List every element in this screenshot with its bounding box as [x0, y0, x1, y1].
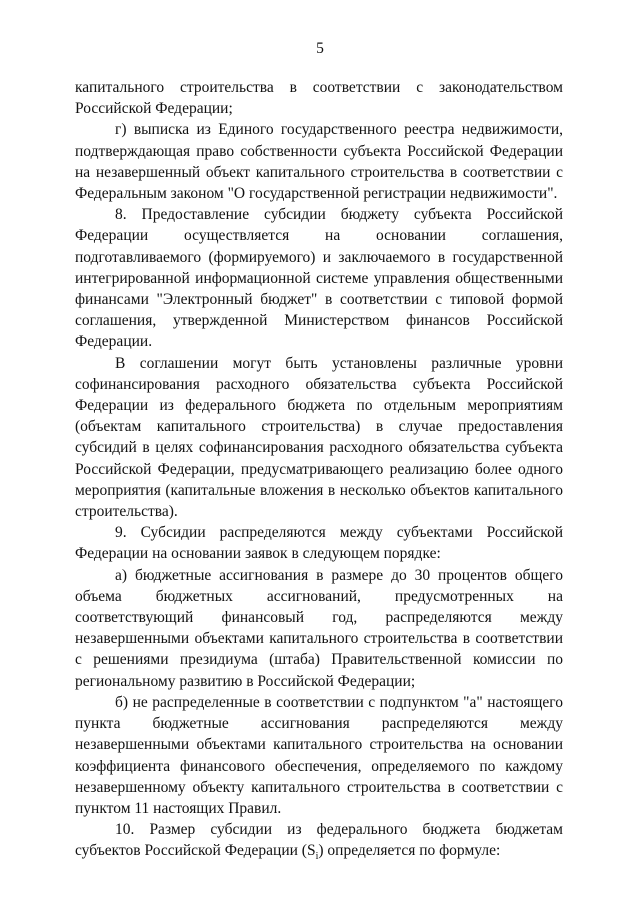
paragraph: 9. Субсидии распределяются между субъектами Российской Федерации на основании заявок в следующем порядке: [75, 524, 563, 563]
paragraph: капитального строительства в соответствии с законодательством Российской Федерации; [75, 79, 563, 118]
page-number: 5 [316, 40, 324, 57]
paragraph-text-after: ) определяется по формуле: [318, 842, 501, 860]
subscript-index: i [315, 851, 319, 863]
paragraph-text-before: 10. Размер субсидии из федерального бюджета бюджетам субъектов Российской Федерации (S [75, 821, 563, 860]
paragraph: а) бюджетные ассигнования в размере до 30 процентов общего объема бюджетных ассигнований, предусмотренных на соответствующий финансовый год, распределяются между незавершенными объектами капитального строительства в соответствии с решениями президиума (штаба) Правительственной комиссии по региональному развитию в Российской Федерации; [75, 566, 563, 690]
paragraph: В соглашении могут быть установлены различные уровни софинансирования расходного обязательства субъекта Российской Федерации из федерального бюджета по отдельным мероприятиям (объектам капитального строительства) в случае предоставления субсидий в целях софинансирования расходного обязательства субъекта Российской Федерации, предусматривающего реализацию более одного мероприятия (капитальные вложения в несколько объектов капитального строительства). [75, 354, 563, 521]
paragraph: 8. Предоставление субсидии бюджету субъекта Российской Федерации осуществляется на основании соглашения, подготавливаемого (формируемого) и заключаемого в государственной интегрированной информационной системе управления общественными финансами "Электронный бюджет" в соответствии с типовой формой соглашения, утвержденной Министерством финансов Российской Федерации. [75, 206, 563, 351]
document-body [75, 77, 563, 862]
paragraph-formula-intro [75, 819, 563, 861]
paragraph: б) не распределенные в соответствии с подпунктом "а" настоящего пункта бюджетные ассигнования распределяются между незавершенными объектами капитального строительства на основании коэффициента финансового обеспечения, определяемого по каждому незавершенному объекту капитального строительства в соответствии с пунктом 11 настоящих Правил. [75, 693, 563, 817]
paragraph: г) выписка из Единого государственного реестра недвижимости, подтверждающая право собственности субъекта Российской Федерации на незавершенный объект капитального строительства в соответствии с Федеральным законом "О государственной регистрации недвижимости". [75, 121, 563, 203]
